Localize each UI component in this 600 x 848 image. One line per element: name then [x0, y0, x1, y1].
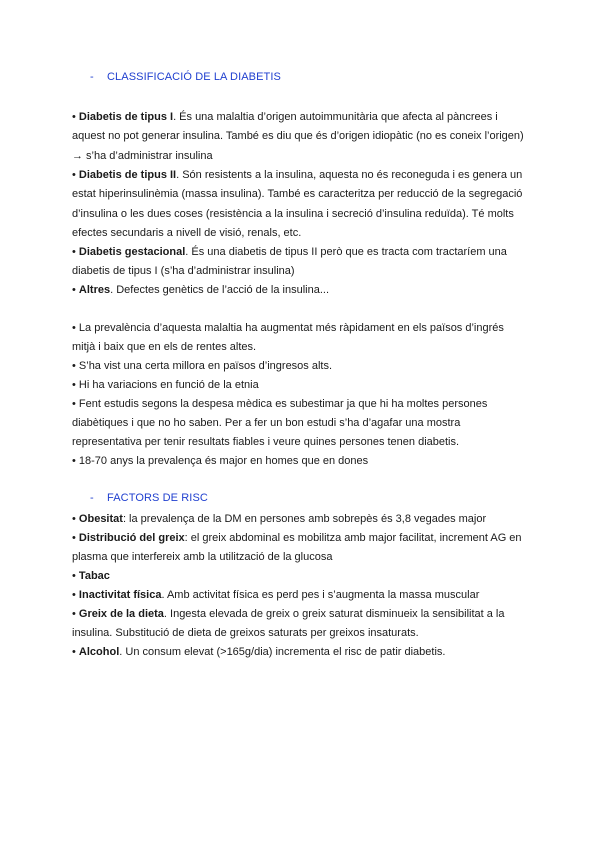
item-text-line: estat hiperinsulinèmia (massa insulina). També es caracteritza per reducció de la segregació: [72, 188, 523, 200]
term-label: Inactivitat física: [78, 589, 162, 601]
note-line: • La prevalència d’aquesta malaltia ha augmentat més ràpidament en els països d’ingrés: [72, 322, 504, 334]
item-text-line: plasma que interfereix amb la utilització de la glucosa: [72, 551, 333, 563]
note-line: • Hi ha variacions en funció de la etnia: [72, 379, 259, 391]
term-label: Distribució del greix: [78, 532, 185, 544]
note-line: • S’ha vist una certa millora en països d’ingresos alts.: [72, 360, 333, 372]
item-text: . És una malaltia d’origen autoimmunitària que afecta al pàncrees i: [173, 111, 498, 123]
term-label: Obesitat: [78, 513, 123, 525]
section-heading-classification: [90, 71, 281, 83]
term-label: Diabetis de tipus I: [78, 111, 174, 123]
term-label: Greix de la dieta: [78, 608, 164, 620]
bullet: •: [72, 111, 76, 123]
term-label: Tabac: [78, 570, 110, 582]
note-line: representativa per tenir resultats fiables i veure quines persones tenen diabetis.: [72, 436, 460, 448]
factor-item-obesitat: [72, 513, 486, 526]
item-text-line: → s’ha d’administrar insulina: [72, 150, 213, 162]
bullet: •: [72, 284, 76, 296]
item-text-line: aquest no pot generar insulina. També es diu que és d’origen idiopàtic (no es coneix l’origen): [72, 130, 524, 142]
note-line: • 18-70 anys la prevalença és major en homes que en dones: [72, 455, 369, 467]
item-text-line: diabetis de tipus I (s’ha d’administrar insulina): [72, 265, 295, 277]
item-text-line: efectes secundaris a nivell de visió, renals, etc.: [72, 227, 302, 239]
item-text-line: insulina. Substitució de dieta de greixos saturats per greixos insaturats.: [72, 627, 419, 639]
bullet: •: [72, 246, 76, 258]
section-heading-risk-factors: [90, 492, 208, 504]
item-text: . Defectes genètics de l’acció de la insulina...: [110, 284, 330, 296]
item-text: : la prevalença de la DM en persones amb sobrepès és 3,8 vegades major: [122, 513, 487, 525]
item-text: . Són resistents a la insulina, aquesta no és reconeguda i es genera un: [176, 169, 523, 181]
bullet: •: [72, 532, 76, 544]
item-text: . Ingesta elevada de greix o greix saturat disminueix la sensibilitat a la: [163, 608, 505, 620]
bullet: •: [72, 570, 76, 582]
term-label: Diabetis de tipus II: [78, 169, 177, 181]
type-item-tipus-2: [72, 169, 522, 182]
item-text-line: d’insulina o les dues coses (resistència a la insulina i secreció d’insulina reduïda). Té molts: [72, 208, 514, 220]
bullet: •: [72, 169, 76, 181]
heading-title: FACTORS DE RISC: [107, 492, 208, 504]
note-line: • Fent estudis segons la despesa mèdica es subestimar ja que hi ha moltes persones: [72, 398, 488, 410]
item-text: : el greix abdominal es mobilitza amb major facilitat, increment AG en: [184, 532, 522, 544]
item-text: . Amb activitat física es perd pes i s’augmenta la massa muscular: [161, 589, 480, 601]
heading-title: CLASSIFICACIÓ DE LA DIABETIS: [107, 71, 281, 83]
note-line: diabètiques i que no ho saben. Per a fer un bon estudi s’ha d’agafar una mostra: [72, 417, 461, 429]
type-item-altres: [72, 284, 329, 297]
factor-item-distribucio-greix: [72, 532, 522, 545]
bullet: •: [72, 589, 76, 601]
heading-dash: -: [90, 71, 94, 83]
item-text: . És una diabetis de tipus II però que es tracta com tractaríem una: [185, 246, 507, 258]
note-line: mitjà i baix que en els de rentes altes.: [72, 341, 257, 353]
type-item-tipus-1: [72, 111, 498, 124]
bullet: •: [72, 513, 76, 525]
factor-item-tabac: [72, 570, 110, 583]
term-label: Diabetis gestacional: [78, 246, 186, 258]
factor-item-greix-dieta: [72, 608, 504, 621]
item-text: . Un consum elevat (>165g/dia) incrementa el risc de patir diabetis.: [119, 646, 446, 658]
factor-item-alcohol: [72, 646, 445, 659]
heading-dash: -: [90, 492, 94, 504]
term-label: Alcohol: [78, 646, 120, 658]
bullet: •: [72, 608, 76, 620]
factor-item-inactivitat: [72, 589, 479, 602]
term-label: Altres: [78, 284, 111, 296]
type-item-gestacional: [72, 246, 507, 259]
bullet: •: [72, 646, 76, 658]
